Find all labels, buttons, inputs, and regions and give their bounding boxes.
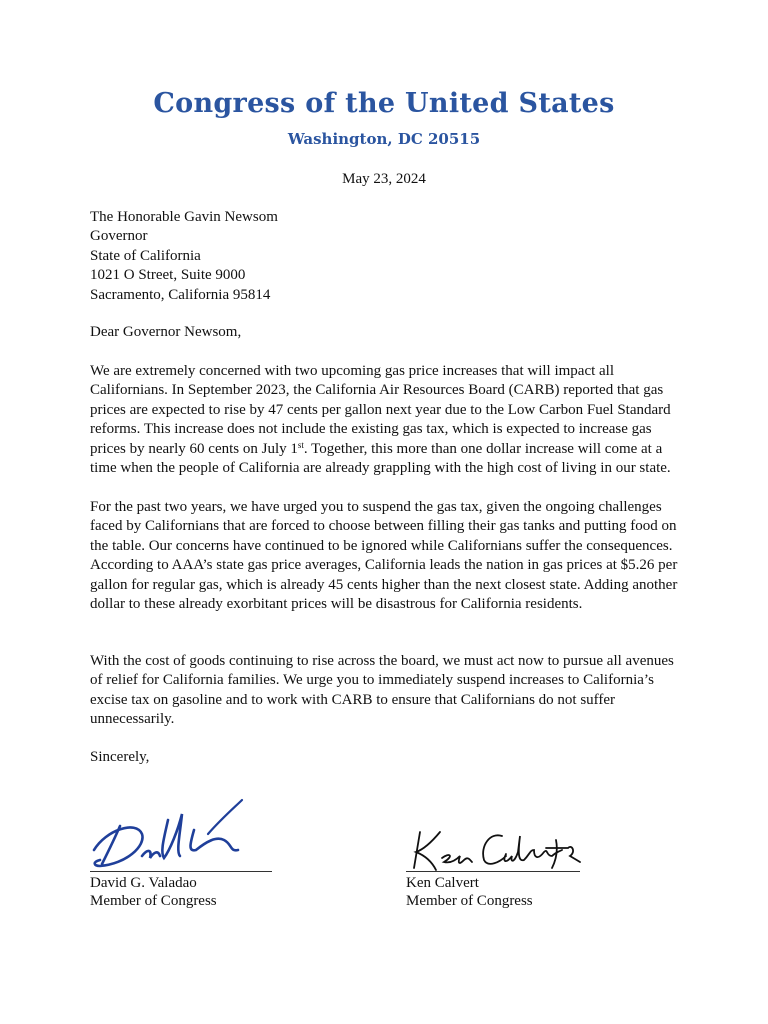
- body-paragraph: For the past two years, we have urged you to suspend the gas tax, given the ongoing challenges faced by Californians that are forced to choose between filling their gas tanks and putting food on the table. Our concerns have continued to be ignored while Californians suffer the consequences. According to AAA’s state gas price averages, California leads the nation in gas prices at $5.26 per gallon for regular gas, which is already 45 cents higher than the next closest state. Adding another dollar to these already exorbitant prices will be disastrous for California residents.: [90, 499, 678, 613]
- recipient-address: [90, 208, 690, 305]
- paragraph-text: We are extremely concerned with two upcoming gas price increases that will impact all Californians. In September 2023, the California Air Resources Board (CARB) reported that gas prices are expected to rise by 47 cents per gallon next year due to the Low Carbon Fuel Standard reforms. This increase does not include the existing gas tax, which is expected to increase gas prices by nearly 60 cents on July 1: [90, 363, 671, 457]
- signature-line: [90, 871, 272, 872]
- handwritten-signature-icon: [406, 822, 586, 878]
- signer-name: David G. Valadao: [90, 875, 197, 891]
- body-paragraph: With the cost of goods continuing to rise across the board, we must act now to pursue all avenues of relief for California families. We urge you to immediately suspend increases to California’s excise tax on gasoline and to work with CARB to ensure that Californians do not suffer unnecessarily.: [90, 653, 674, 728]
- signer-name: Ken Calvert: [406, 875, 479, 891]
- recipient-line: The Honorable Gavin Newsom: [90, 209, 278, 225]
- letterhead-title: Congress of the United States: [153, 88, 615, 119]
- signer-block: [406, 874, 533, 910]
- signature-valadao: [90, 790, 272, 872]
- superscript: st: [297, 439, 304, 450]
- recipient-line: 1021 O Street, Suite 9000: [90, 267, 246, 284]
- letterhead-subtitle: Washington, DC 20515: [287, 130, 481, 148]
- signer-title: Member of Congress: [90, 893, 217, 909]
- recipient-line: Sacramento, California 95814: [90, 286, 271, 303]
- body-paragraph: [90, 362, 690, 478]
- signer-block: [90, 874, 217, 910]
- letter-date: May 23, 2024: [342, 171, 426, 187]
- handwritten-signature-icon: [90, 790, 272, 872]
- recipient-line: State of California: [90, 247, 201, 264]
- signer-title: Member of Congress: [406, 893, 533, 909]
- signature-calvert: [406, 822, 586, 878]
- signature-line: [406, 871, 580, 872]
- paragraph-text: . Together, this more than one dollar increase will come at a time when the people of California are already grappling with the high cost of living in our state.: [90, 440, 671, 477]
- recipient-line: Governor: [90, 228, 148, 245]
- salutation: Dear Governor Newsom,: [90, 324, 242, 340]
- closing: Sincerely,: [90, 749, 150, 765]
